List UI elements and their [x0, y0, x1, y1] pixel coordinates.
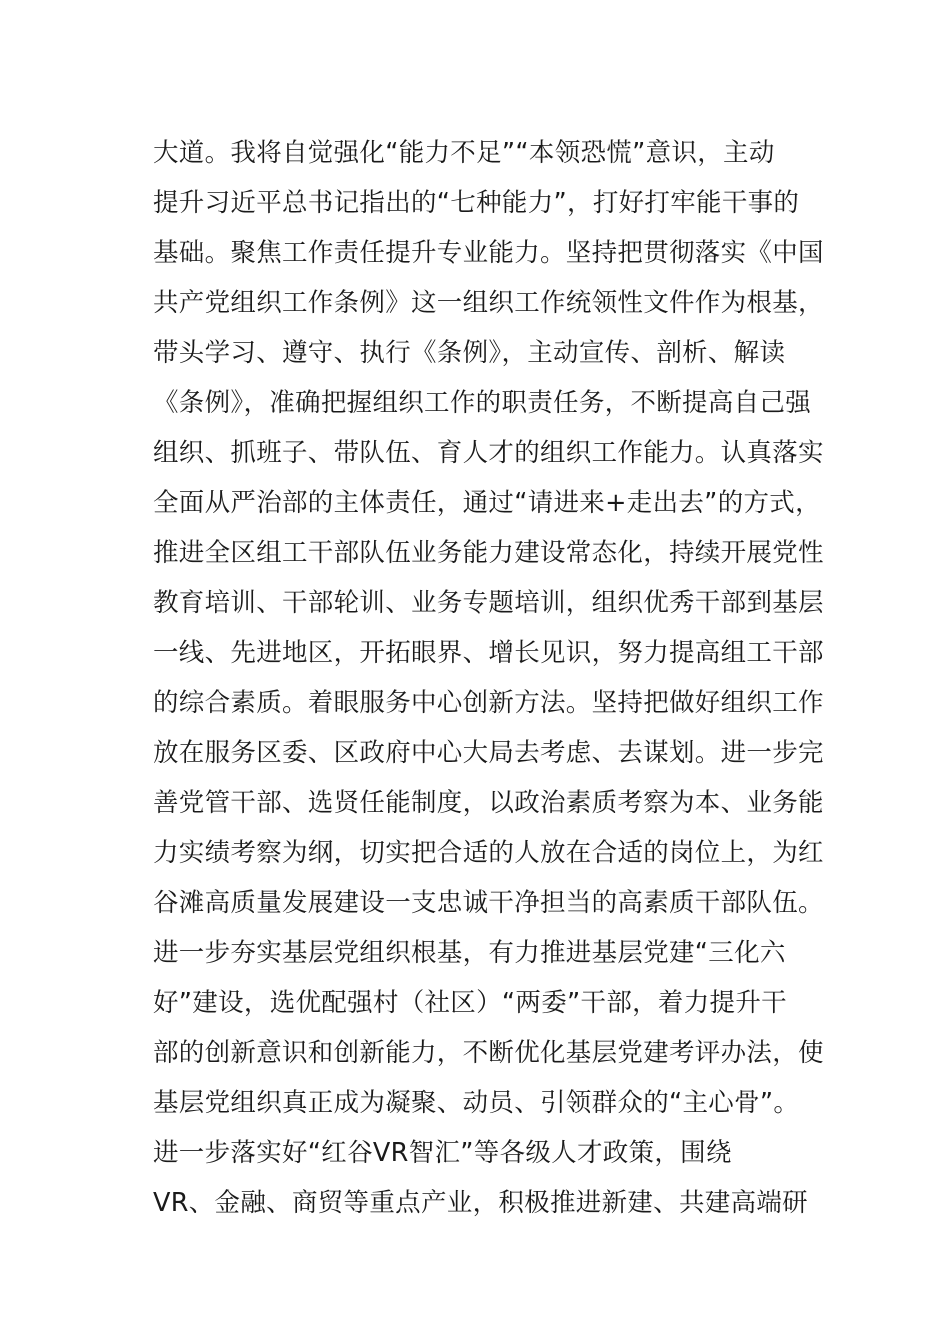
text-line: 谷滩高质量发展建设一支忠诚干净担当的高素质干部队伍。 [153, 888, 824, 918]
text-line: 共产党组织工作条例》这一组织工作统领性文件作为根基， [153, 288, 824, 318]
text-line: VR、金融、商贸等重点产业，积极推进新建、共建高端研 [153, 1188, 808, 1218]
text-line: 的综合素质。着眼服务中心创新方法。坚持把做好组织工作 [153, 688, 824, 718]
text-line: 《条例》，准确把握组织工作的职责任务，不断提高自己强 [153, 388, 812, 418]
text-line: 组织、抓班子、带队伍、育人才的组织工作能力。认真落实 [153, 438, 824, 468]
text-line: 放在服务区委、区政府中心大局去考虑、去谋划。进一步完 [153, 738, 824, 768]
text-line: 好”建设，选优配强村（社区）“两委”干部，着力提升干 [153, 988, 787, 1018]
text-line: 全面从严治部的主体责任，通过“请进来+走出去”的方式， [153, 488, 821, 518]
text-line: 一线、先进地区，开拓眼界、增长见识，努力提高组工干部 [153, 638, 824, 668]
text-line: 进一步落实好“红谷VR智汇”等各级人才政策，围绕 [153, 1138, 732, 1168]
text-line: 基层党组织真正成为凝聚、动员、引领群众的“主心骨”。 [153, 1088, 800, 1118]
text-line: 大道。我将自觉强化“能力不足”“本领恐慌”意识，主动 [153, 138, 775, 168]
body-text [153, 128, 824, 1228]
text-line: 推进全区组工干部队伍业务能力建设常态化，持续开展党性 [153, 538, 824, 568]
text-line: 力实绩考察为纲，切实把合适的人放在合适的岗位上，为红 [153, 838, 824, 868]
text-line: 提升习近平总书记指出的“七种能力”，打好打牢能干事的 [153, 188, 800, 218]
text-line: 部的创新意识和创新能力，不断优化基层党建考评办法，使 [153, 1038, 824, 1068]
text-line: 基础。聚焦工作责任提升专业能力。坚持把贯彻落实《中国 [153, 238, 824, 268]
text-line: 善党管干部、选贤任能制度，以政治素质考察为本、业务能 [153, 788, 824, 818]
text-line: 进一步夯实基层党组织根基，有力推进基层党建“三化六 [153, 938, 786, 968]
text-line: 教育培训、干部轮训、业务专题培训，组织优秀干部到基层 [153, 588, 824, 618]
text-line: 带头学习、遵守、执行《条例》，主动宣传、剖析、解读 [153, 338, 786, 368]
